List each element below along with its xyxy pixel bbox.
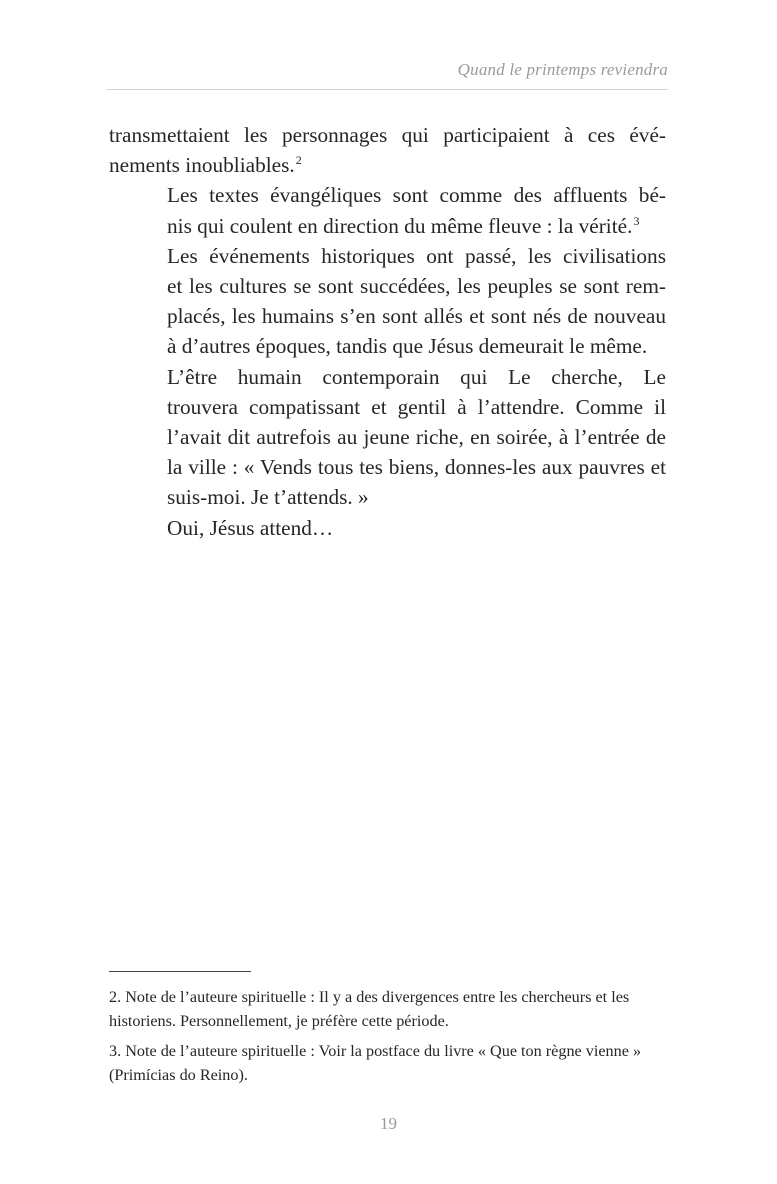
text-line: Les textes évangéliques sont comme des affluents bé- <box>167 183 666 208</box>
footnotes <box>109 985 666 1093</box>
text-line: trouvera compatissant et gentil à l’attendre. Comme il <box>167 394 666 419</box>
paragraph <box>109 241 666 362</box>
text-line: l’avait dit autrefois au jeune riche, en soirée, à l’entrée de <box>167 425 666 450</box>
footnote-ref[interactable]: 3 <box>633 213 640 228</box>
text-line: suis-moi. Je t’attends. » <box>167 485 369 510</box>
paragraph <box>109 513 666 543</box>
header-rule <box>106 89 668 90</box>
footnote-3: 3. Note de l’auteure spirituelle : Voir la postface du livre « Que ton règne vienne » (Primícias do Reino). <box>109 1042 642 1084</box>
page-number: 19 <box>380 1114 397 1133</box>
text-line-with-ref <box>109 211 666 241</box>
footnote-2: 2. Note de l’auteure spirituelle : Il y a des divergences entre les chercheurs et les historiens. Personnellement, je préfère cette période. <box>109 988 630 1030</box>
text-line: et les cultures se sont succédées, les peuples se sont rem- <box>167 274 666 299</box>
text-line-with-ref <box>109 150 666 180</box>
paragraph <box>109 120 666 180</box>
body-text <box>109 120 666 543</box>
running-head: Quand le printemps reviendra <box>457 60 668 79</box>
text-line: nements inoubliables. <box>109 153 295 178</box>
text-line: transmettaient les personnages qui participaient à ces évé- <box>109 123 666 147</box>
text-line: Oui, Jésus attend… <box>167 515 334 540</box>
paragraph <box>109 180 666 240</box>
footnote-rule <box>109 971 251 972</box>
text-line: à d’autres époques, tandis que Jésus demeurait le même. <box>167 334 648 359</box>
text-line: nis qui coulent en direction du même fleuve : la vérité. <box>167 213 633 238</box>
footnote-ref[interactable]: 2 <box>295 153 302 168</box>
text-line: la ville : « Vends tous tes biens, donnes-les aux pauvres et <box>167 455 666 480</box>
text-line: Les événements historiques ont passé, les civilisations <box>167 243 666 268</box>
paragraph <box>109 362 666 513</box>
text-line: placés, les humains s’en sont allés et sont nés de nouveau <box>167 304 666 329</box>
text-line: L’être humain contemporain qui Le cherche, Le <box>167 364 666 389</box>
